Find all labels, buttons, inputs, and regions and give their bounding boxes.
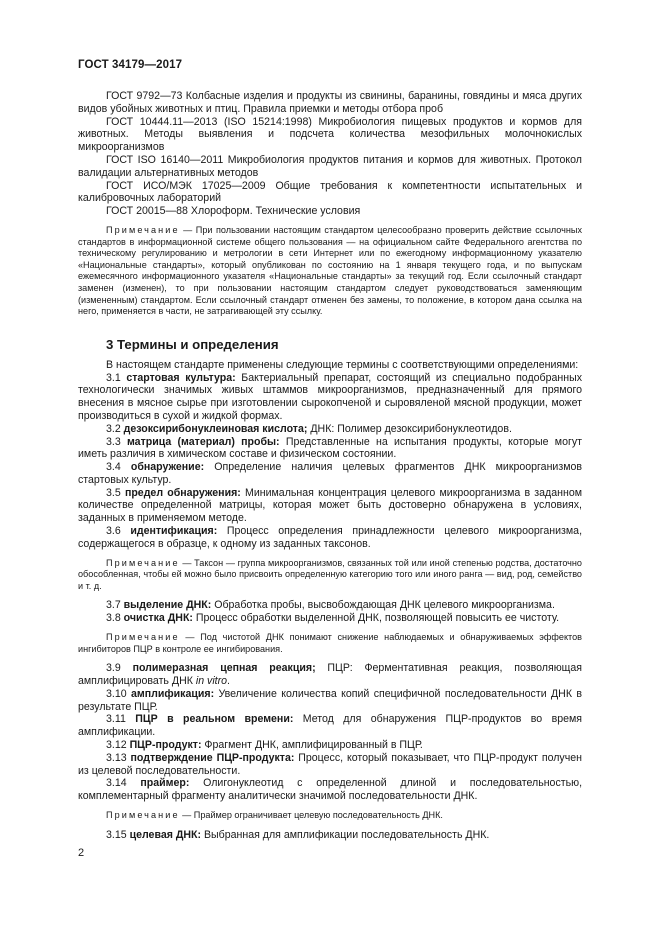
- note-label: Примечание: [106, 557, 180, 568]
- term-entry: 3.13 подтверждение ПЦР-продукта: Процесс, который показывает, что ПЦР-продукт получен из целевой последовательности.: [78, 751, 582, 777]
- term-entry: 3.8 очистка ДНК: Процесс обработки выделенной ДНК, позволяющей повысить ее чистоту.: [106, 612, 560, 625]
- term-name: идентификация:: [130, 525, 218, 538]
- term-name: стартовая культура:: [126, 371, 236, 384]
- term-name: полимеразная цепная реакция;: [132, 662, 316, 675]
- term-entry: 3.14 праймер: Олигонуклеотид с определенной длиной и последовательностью, комплементарный фрагменту аналитически значимой последовательности ДНК.: [78, 777, 583, 803]
- reference-item: ГОСТ 10444.11—2013 (ISO 15214:1998) Микробиология пищевых продуктов и кормов для животных. Методы выявления и подсчета количества мезофильных молочнокислых микроорганизмов: [78, 115, 582, 154]
- intro-text: В настоящем стандарте применены следующие термины с соответствующими определениями:: [106, 358, 579, 371]
- document-body: [78, 90, 582, 841]
- section-title: 3 Термины и определения: [106, 336, 279, 352]
- note-label: Примечание: [106, 632, 180, 643]
- term-entry: 3.10 амплификация: Увеличение количества копий специфичной последовательности ДНК в результате ПЦР.: [78, 687, 583, 713]
- term-name: обнаружение:: [130, 461, 205, 474]
- reference-item: ГОСТ 20015—88 Хлороформ. Технические условия: [106, 205, 361, 218]
- term-entry: 3.1 стартовая культура: Бактериальный препарат, состоящий из специально подобранных технологически значимых живых штаммов микроорганизмов, предназначенный для прямого внесения в мясное сырье при изготовлении сырокопченой и сыровяленой мясной продукции, может производиться в сухой и жидкой формах.: [78, 371, 583, 422]
- term-name: амплификация:: [131, 687, 215, 700]
- note-label: Примечание: [106, 810, 180, 820]
- term-name: дезоксирибонуклеиновая кислота;: [123, 422, 308, 435]
- reference-item: ГОСТ 9792—73 Колбасные изделия и продукты из свинины, баранины, говядины и мяса других видов убойных животных и птиц. Правила приемки и методы отбора проб: [78, 90, 582, 115]
- note-paragraph: Примечание — Праймер ограничивает целевую последовательность ДНК.: [106, 810, 443, 820]
- reference-item: ГОСТ ISO 16140—2011 Микробиология продуктов питания и кормов для животных. Протокол валидации альтернативных методов: [78, 153, 582, 179]
- document-header: ГОСТ 34179—2017: [78, 59, 183, 71]
- term-name: ПЦР в реальном времени:: [135, 713, 294, 726]
- term-name: матрица (материал) пробы:: [126, 435, 280, 448]
- term-entry: 3.9 полимеразная цепная реакция; ПЦР: Ферментативная реакция, позволяющая амплифицировать ДНК in vitro.: [78, 662, 582, 688]
- term-entry: 3.7 выделение ДНК: Обработка пробы, высвобождающая ДНК целевого микроорганизма.: [106, 599, 555, 612]
- term-entry: 3.5 предел обнаружения: Минимальная концентрация целевого микроорганизма в заданном количестве определенной матрицы, которая может быть достоверно обнаружена в условиях, заданных в применяемом методе.: [78, 486, 582, 525]
- page-number: 2: [78, 847, 85, 859]
- term-entry: 3.6 идентификация: Процесс определения принадлежности целевого микроорганизма, содержащегося в образце, к одному из заданных таксонов.: [78, 525, 583, 550]
- term-entry: 3.15 целевая ДНК: Выбранная для амплификации последовательность ДНК.: [106, 828, 490, 841]
- term-name: очистка ДНК:: [123, 612, 193, 625]
- term-name: предел обнаружения:: [124, 486, 241, 499]
- term-entry: 3.2 дезоксирибонуклеиновая кислота; ДНК: Полимер дезоксирибонуклеотидов.: [106, 422, 512, 435]
- term-name: целевая ДНК:: [129, 828, 202, 841]
- term-entry: 3.4 обнаружение: Определение наличия целевых фрагментов ДНК микроорганизмов стартовых культур.: [78, 461, 582, 486]
- note-paragraph: Примечание — Таксон — группа микроорганизмов, связанных той или иной степенью родства, достаточно обособленная, чтобы ей можно было присвоить определенную категорию того или иного ранга — вид, род, семейство и т. д.: [78, 557, 582, 591]
- note-label: Примечание: [106, 224, 180, 235]
- term-entry: 3.12 ПЦР-продукт: Фрагмент ДНК, амплифицированный в ПЦР.: [106, 739, 423, 752]
- note-paragraph: Примечание — При пользовании настоящим стандартом целесообразно проверить действие ссылочных стандартов в информационной системе общего пользования — на официальном сайте Федерального агентства по техническому регулированию и метрологии в сети Интернет или по ежегодному информационному указателю «Национальные стандарты», который опубликован по состоянию на 1 января текущего года, и по выпускам ежемесячного информационного указателя «Национальные стандарты» за текущий год. Если ссылочный стандарт заменен (изменен), то при пользовании настоящим стандартом следует руководствоваться заменяющим (измененным) стандартом. Если ссылочный стандарт отменен без замены, то положение, в котором дана ссылка на него, применяется в части, не затрагивающей эту ссылку.: [78, 224, 582, 317]
- term-name: ПЦР-продукт:: [129, 739, 202, 752]
- term-name: праймер:: [140, 777, 190, 790]
- term-entry: 3.3 матрица (материал) пробы: Представленные на испытания продукты, которые могут иметь различия в химическом составе и физическом состоянии.: [78, 435, 582, 461]
- term-entry: 3.11 ПЦР в реальном времени: Метод для обнаружения ПЦР-продуктов во время амплификации.: [78, 713, 582, 739]
- term-name: выделение ДНК:: [123, 599, 212, 612]
- note-paragraph: Примечание — Под чистотой ДНК понимают снижение наблюдаемых и обнаруживаемых эффектов ингибиторов ПЦР в контроле ее ингибирования.: [78, 632, 582, 654]
- term-name: подтверждение ПЦР-продукта:: [130, 751, 295, 764]
- reference-item: ГОСТ ИСО/МЭК 17025—2009 Общие требования к компетентности испытательных и калибровочных лабораторий: [78, 179, 582, 205]
